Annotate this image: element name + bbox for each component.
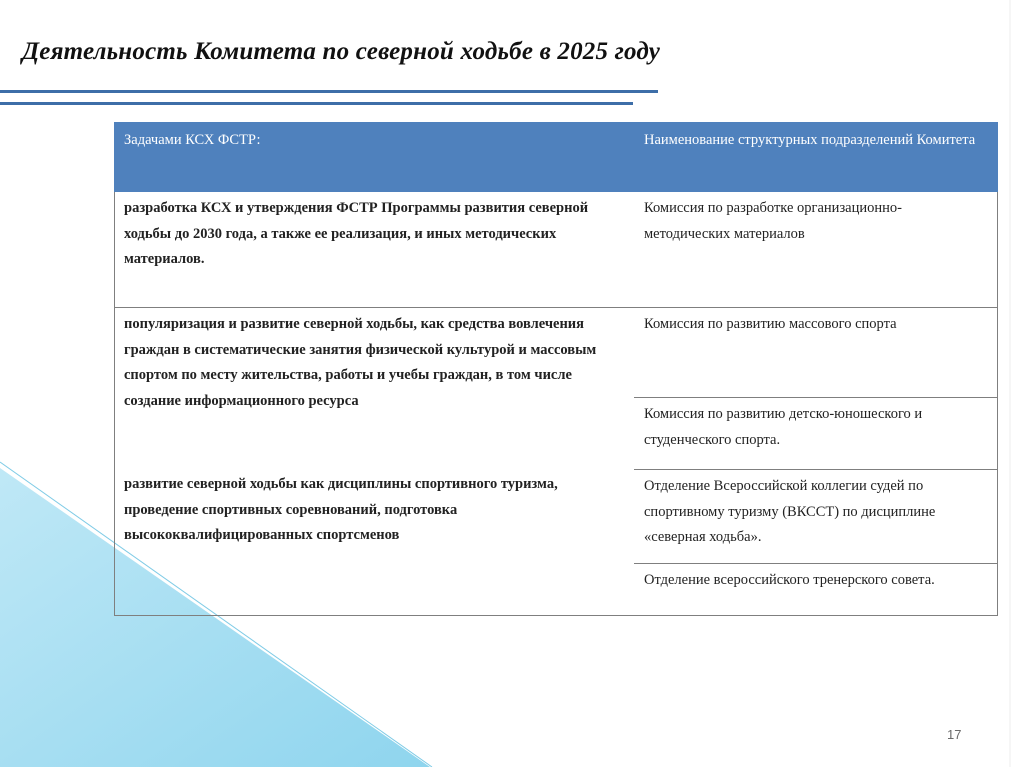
unit-cell: Комиссия по развитию массового спорта — [644, 316, 897, 332]
row-divider — [114, 307, 998, 308]
row-divider — [634, 469, 998, 470]
row-divider — [634, 563, 998, 564]
row-divider — [634, 397, 998, 398]
unit-cell: Отделение Всероссийской коллегии судей по спортивному туризму (ВКССТ) по дисциплине «северная ходьба». — [644, 478, 936, 545]
title-underline-top — [0, 90, 658, 93]
slide-title: Деятельность Комитета по северной ходьбе в 2025 году — [22, 38, 660, 65]
task-cell: развитие северной ходьбы как дисциплины спортивного туризма, проведение спортивных соревнований, подготовка высококвалифицированных спортсменов — [124, 476, 558, 543]
unit-cell: Комиссия по развитию детско-юношеского и студенческого спорта. — [644, 406, 923, 448]
table-border-right — [997, 192, 998, 616]
header-cell-units: Наименование структурных подразделений Комитета — [634, 122, 998, 192]
table-border-left — [114, 192, 115, 616]
unit-cell: Комиссия по разработке организационно-методических материалов — [644, 200, 902, 242]
unit-cell: Отделение всероссийского тренерского совета. — [644, 572, 935, 588]
title-underline-bottom — [0, 102, 633, 105]
task-cell: разработка КСХ и утверждения ФСТР Программы развития северной ходьбы до 2030 года, а также ее реализация, и иных методических материалов. — [124, 200, 589, 267]
task-cell: популяризация и развитие северной ходьбы, как средства вовлечения граждан в систематические занятия физической культурой и массовым спортом по месту жительства, работы и учебы граждан, в том числе создание информационного ресурса — [124, 316, 597, 409]
table-border-bottom — [114, 615, 998, 616]
tasks-table — [114, 122, 998, 616]
page-number: 17 — [947, 727, 962, 742]
header-cell-tasks: Задачами КСХ ФСТР: — [114, 122, 634, 192]
